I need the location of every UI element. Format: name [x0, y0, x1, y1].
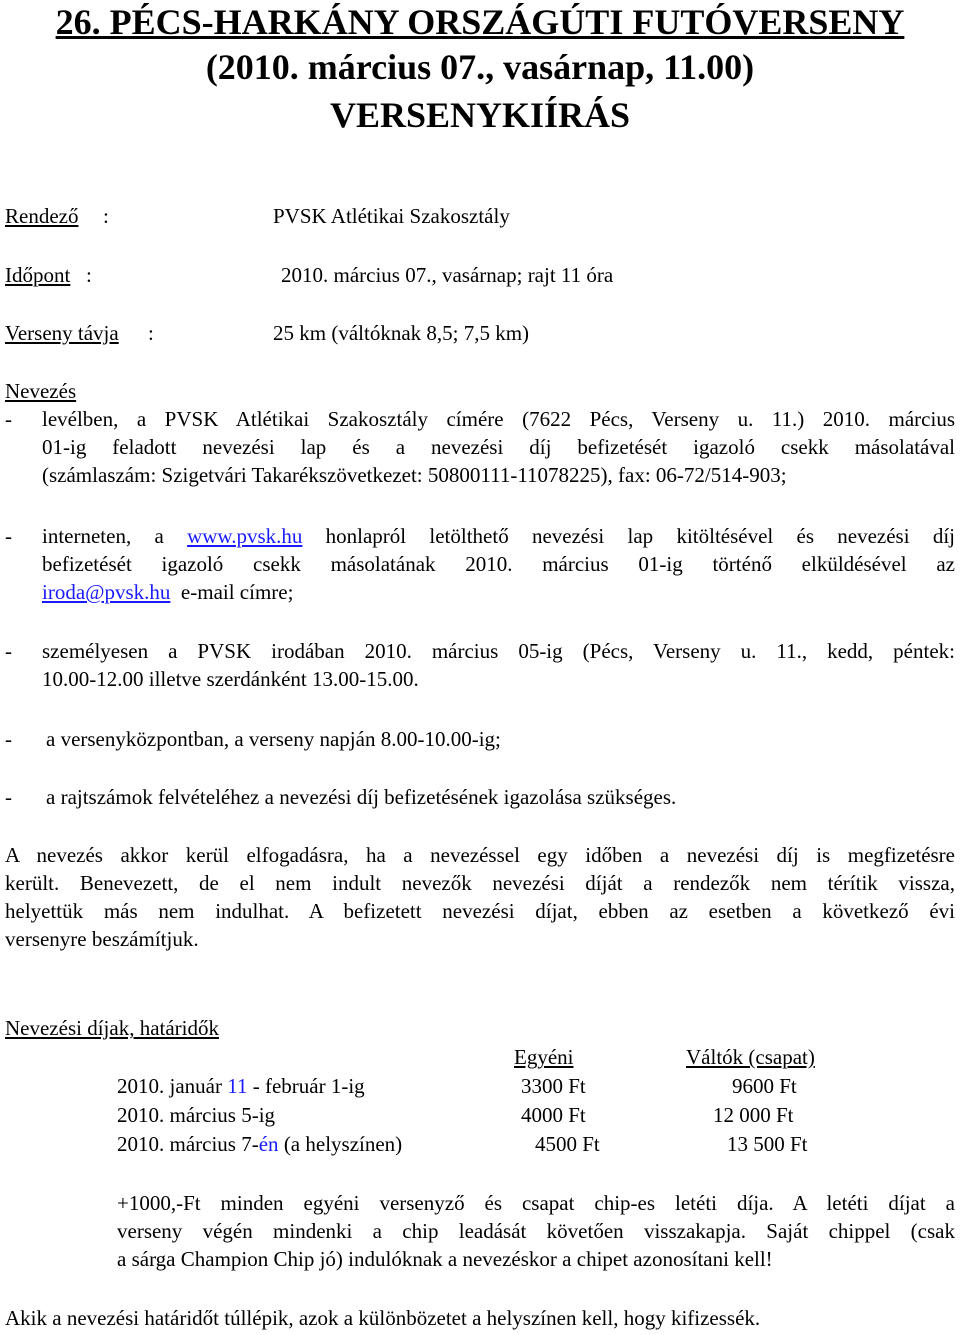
- fee-row-deadline: 2010. január 11 - február 1-ig: [117, 1074, 365, 1098]
- distance-value: 25 km (váltóknak 8,5; 7,5 km): [273, 321, 530, 345]
- organizer-value: PVSK Atlétikai Szakosztály: [273, 204, 510, 228]
- fees-col-relay: Váltók (csapat): [686, 1045, 815, 1069]
- text-line: versenyre beszámítjuk.: [5, 927, 199, 951]
- website-link[interactable]: www.pvsk.hu: [187, 524, 303, 548]
- email-link[interactable]: iroda@pvsk.hu: [42, 580, 171, 604]
- time-colon: :: [86, 263, 92, 287]
- text-line: helyettük más nem indulhat. A befizetett nevezési díjat, ebben az esetben a következő évi: [5, 899, 955, 923]
- text-line: verseny végén mindenki a chip leadását követően visszakapja. Saját chippel (csak: [117, 1219, 955, 1243]
- text-line: interneten, a www.pvsk.hu honlapról letölthető nevezési lap kitöltésével és nevezési díj: [42, 524, 955, 548]
- page-title: 26. PÉCS-HARKÁNY ORSZÁGÚTI FUTÓVERSENY: [55, 2, 905, 42]
- entry-item-in-person: [42, 637, 955, 693]
- list-dash: -: [5, 407, 12, 431]
- fee-row-deadline: 2010. március 7-én (a helyszínen): [117, 1132, 403, 1156]
- organizer-colon: :: [103, 204, 109, 228]
- fee-row-individual: 4000 Ft: [521, 1103, 586, 1127]
- text-line: levélben, a PVSK Atlétikai Szakosztály címére (7622 Pécs, Verseny u. 11.) 2010. március: [42, 407, 955, 431]
- entry-item-on-site: a versenyközpontban, a verseny napján 8.00-10.00-ig;: [46, 727, 501, 751]
- document-type-heading: VERSENYKIÍRÁS: [329, 95, 631, 135]
- text-line: került. Benevezett, de el nem indult nevezők nevezési díját a rendezők nem térítik vissza,: [5, 871, 955, 895]
- text-line: 10.00-12.00 illetve szerdánként 13.00-15.00.: [42, 667, 419, 691]
- fee-row-individual: 4500 Ft: [535, 1132, 600, 1156]
- text-line: iroda@pvsk.hu e-mail címre;: [42, 580, 294, 604]
- text-line: (számlaszám: Szigetvári Takarékszövetkezet: 50800111-11078225), fax: 06-72/514-903;: [42, 463, 787, 487]
- distance-colon: :: [148, 321, 154, 345]
- list-dash: -: [5, 785, 12, 809]
- list-dash: -: [5, 524, 12, 548]
- text-line: a sárga Champion Chip jó) indulóknak a nevezéskor a chipet azonosítani kell!: [117, 1247, 773, 1271]
- text-line: személyesen a PVSK irodában 2010. március 05-ig (Pécs, Verseny u. 11., kedd, péntek:: [42, 639, 955, 663]
- distance-label: Verseny távja: [5, 321, 119, 345]
- list-dash: -: [5, 727, 12, 751]
- chip-note-paragraph: [117, 1189, 955, 1273]
- entry-heading: Nevezés: [5, 379, 77, 403]
- fee-row-relay: 13 500 Ft: [727, 1132, 808, 1156]
- entry-item-letter: [42, 405, 955, 489]
- fees-col-individual: Egyéni: [514, 1045, 574, 1069]
- text-line: A nevezés akkor kerül elfogadásra, ha a nevezéssel egy időben a nevezési díj is megfizetésre: [5, 843, 955, 867]
- text-line: 01-ig feladott nevezési lap és a nevezési díj befizetését igazoló csekk másolatával: [42, 435, 955, 459]
- time-value: 2010. március 07., vasárnap; rajt 11 óra: [281, 263, 614, 287]
- fee-row-individual: 3300 Ft: [521, 1074, 586, 1098]
- time-label: Időpont: [5, 263, 71, 287]
- fee-row-relay: 9600 Ft: [732, 1074, 797, 1098]
- text-line: befizetését igazoló csekk másolatának 2010. március 01-ig történő elküldésével az: [42, 552, 955, 576]
- fees-heading: Nevezési díjak, határidők: [5, 1016, 219, 1040]
- entry-item-bib: a rajtszámok felvételéhez a nevezési díj befizetésének igazolása szükséges.: [46, 785, 677, 809]
- fee-row-deadline: 2010. március 5-ig: [117, 1103, 276, 1127]
- list-dash: -: [5, 639, 12, 663]
- text-line: +1000,-Ft minden egyéni versenyző és csapat chip-es letéti díja. A letéti díjat a: [117, 1191, 955, 1215]
- late-entry-note: Akik a nevezési határidőt túllépik, azok a különbözetet a helyszínen kell, hogy kifizessék.: [5, 1306, 761, 1330]
- event-date-subtitle: (2010. március 07., vasárnap, 11.00): [205, 47, 755, 87]
- organizer-label: Rendező: [5, 204, 79, 228]
- fee-row-relay: 12 000 Ft: [713, 1103, 794, 1127]
- entry-item-internet: [42, 522, 955, 606]
- acceptance-paragraph: [5, 841, 955, 953]
